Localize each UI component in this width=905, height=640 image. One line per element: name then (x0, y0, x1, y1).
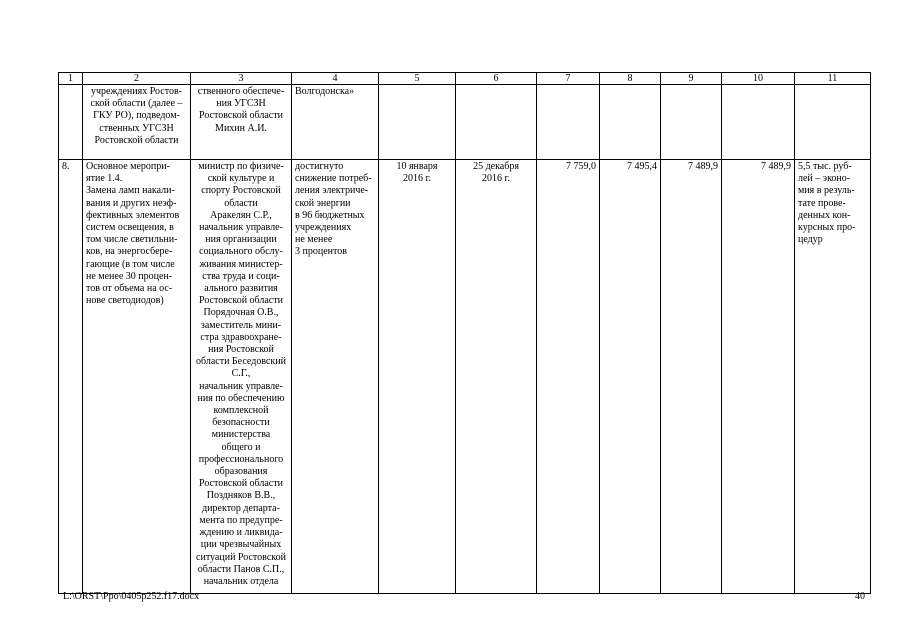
cell-note (795, 85, 871, 160)
col-num-3: 3 (191, 73, 292, 85)
col-num-9: 9 (661, 73, 722, 85)
cell-value-10 (722, 85, 795, 160)
col-num-4: 4 (292, 73, 379, 85)
cell-responsible: министр по физиче- ской культуре и спорту Ростовской области Аракелян С.Р., начальник управле- ния организации социального обслу- живания министер- ства труда и соци- ального развития Ростовской области Порядочная О.В., заместитель мини- стра здравоохране- ния Ростовской области Беседовский С.Г., начальник управле- ния по обеспечению комплексной безопасности министерства общего и профессионального образования Ростовской области Поздняков В.В., директор департа- мента по предупре- ждению и ликвида- ции чрезвычайных ситуаций Ростовской области Панов С.П., начальник отдела (191, 160, 292, 594)
col-num-7: 7 (537, 73, 600, 85)
cell-end-date: 25 декабря 2016 г. (456, 160, 537, 594)
col-num-11: 11 (795, 73, 871, 85)
cell-measure-name: учреждениях Ростов- ской области (далее – ГКУ РО), подведом- ственных УГСЗН Ростовской области (83, 85, 191, 160)
cell-expected-result: достигнуто снижение потреб- ления электриче- ской энергии в 96 бюджетных учреждениях не менее 3 процентов (292, 160, 379, 594)
col-num-6: 6 (456, 73, 537, 85)
cell-expected-result: Волгодонска» (292, 85, 379, 160)
table-row (59, 160, 871, 594)
cell-value-9 (661, 85, 722, 160)
table-row (59, 85, 871, 160)
cell-measure-name: Основное меропри- ятие 1.4. Замена ламп накали- вания и других неэф- фективных элементов систем освещения, в том числе светильни- ков, на энергосбере- гающие (в том числе не менее 30 процен- тов от объема на ос- нове светодиодов) (83, 160, 191, 594)
cell-end-date (456, 85, 537, 160)
cell-note: 5,5 тыс. руб- лей – эконо- мия в резуль- тате прове- денных кон- курсных про- цедур (795, 160, 871, 594)
cell-value-10: 7 489,9 (722, 160, 795, 594)
cell-start-date: 10 января 2016 г. (379, 160, 456, 594)
measures-table (58, 72, 871, 594)
cell-value-8: 7 495,4 (600, 160, 661, 594)
footer-file-path: L:\ORST\Ppo\0405p252.f17.docx (63, 591, 200, 602)
cell-start-date (379, 85, 456, 160)
col-num-5: 5 (379, 73, 456, 85)
cell-value-9: 7 489,9 (661, 160, 722, 594)
cell-responsible: ственного обеспече- ния УГСЗН Ростовской области Михин А.И. (191, 85, 292, 160)
cell-value-7: 7 759,0 (537, 160, 600, 594)
cell-value-8 (600, 85, 661, 160)
col-num-2: 2 (83, 73, 191, 85)
cell-value-7 (537, 85, 600, 160)
col-num-10: 10 (722, 73, 795, 85)
column-number-row (59, 73, 871, 85)
cell-number: 8. (59, 160, 83, 594)
col-num-8: 8 (600, 73, 661, 85)
cell-number (59, 85, 83, 160)
footer-page-number: 40 (855, 591, 865, 602)
col-num-1: 1 (59, 73, 83, 85)
